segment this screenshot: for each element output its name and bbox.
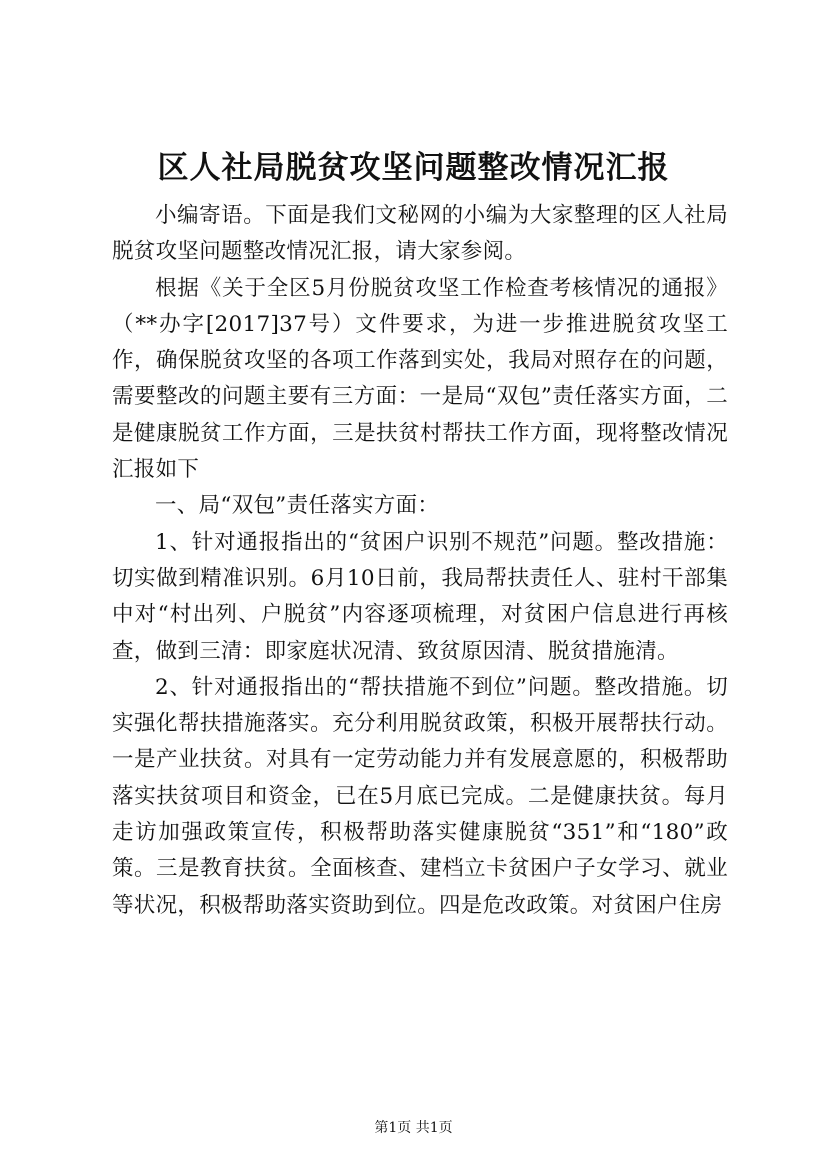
page-footer: 第1页 共1页 xyxy=(374,1120,453,1136)
paragraph-item-2: 2、针对通报指出的“帮扶措施不到位”问题。整改措施。切实强化帮扶措施落实。充分利用脱贫政策，积极开展帮扶行动。一是产业扶贫。对具有一定劳动能力并有发展意愿的，积极帮助落实扶贫项目和资金，已在5月底已完成。二是健康扶贫。每月走访加强政策宣传，积极帮助落实健康脱贫“351”和“180”政策。三是教育扶贫。全面核查、建档立卡贫困户子女学习、就业等状况，积极帮助落实资助到位。四是危改政策。对贫困户住房 xyxy=(112,674,728,918)
paragraph-item-1: 1、针对通报指出的“贫困户识别不规范”问题。整改措施：切实做到精准识别。6月10日前，我局帮扶责任人、驻村干部集中对“村出列、户脱贫”内容逐项梳理，对贫困户信息进行再核查，做到三清：即家庭状况清、致贫原因清、脱贫措施清。 xyxy=(112,529,728,664)
paragraph-intro: 小编寄语。下面是我们文秘网的小编为大家整理的区人社局脱贫攻坚问题整改情况汇报，请大家参阅。 xyxy=(112,203,728,265)
section-heading-1: 一、局“双包”责任落实方面： xyxy=(155,493,440,519)
document-title: 区人社局脱贫攻坚问题整改情况汇报 xyxy=(157,150,670,186)
paragraph-background: 根据《关于全区5月份脱贫攻坚工作检查考核情况的通报》（**办字[2017]37号）文件要求，为进一步推进脱贫攻坚工作，确保脱贫攻坚的各项工作落到实处，我局对照存在的问题，需要整改的问题主要有三方面：一是局“双包”责任落实方面，二是健康脱贫工作方面，三是扶贫村帮扶工作方面，现将整改情况汇报如下 xyxy=(112,275,728,483)
document-body xyxy=(112,198,728,924)
